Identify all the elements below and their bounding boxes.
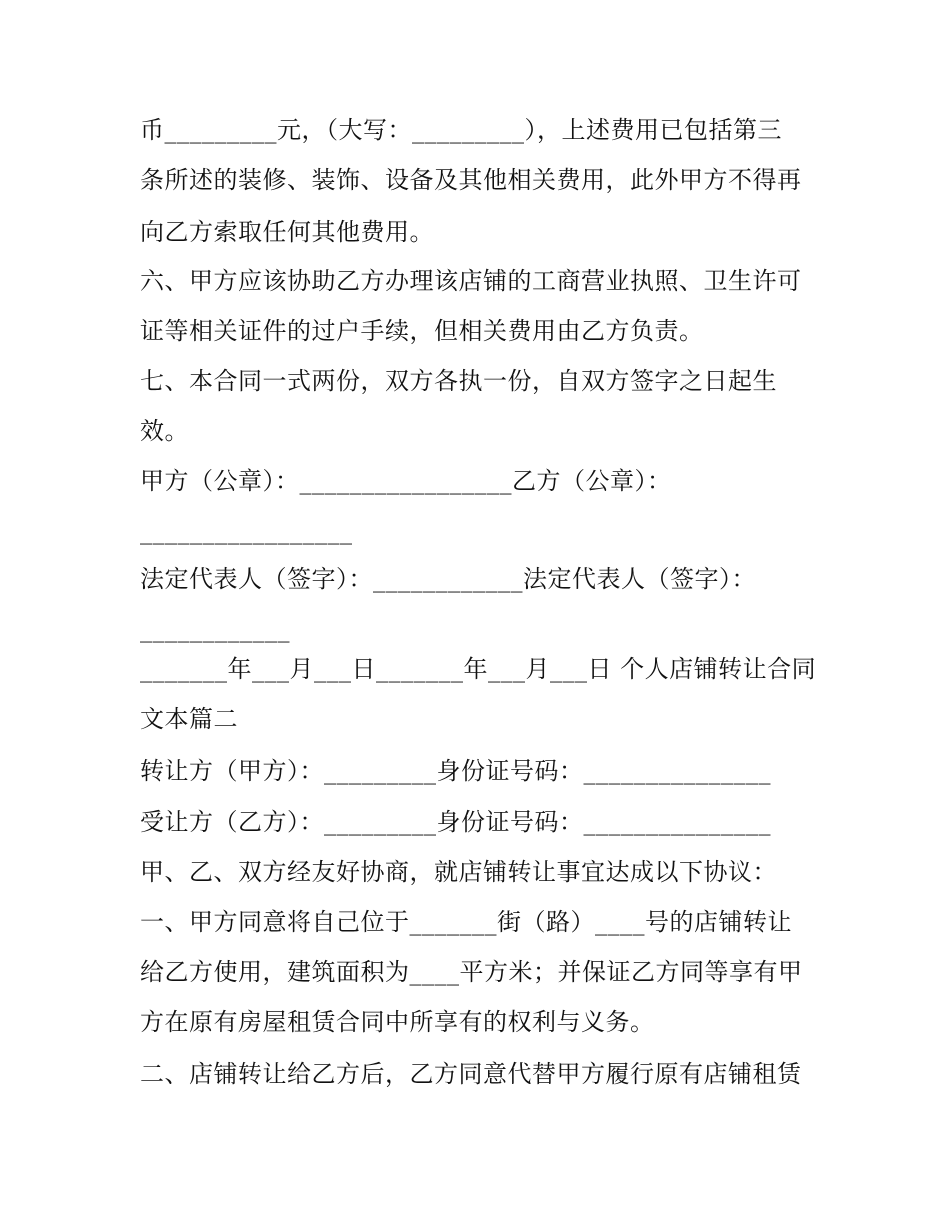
signature-blank: ____________ xyxy=(140,615,290,643)
date-line: _______年___月___日_______年___月___日 个人店铺转让合同 xyxy=(140,655,817,683)
text-line: 给乙方使用，建筑面积为____平方米；并保证乙方同等享有甲 xyxy=(140,958,803,986)
party-line: 转让方（甲方）：_________身份证号码：_______________ xyxy=(140,757,771,785)
text-line: 效。 xyxy=(140,417,189,445)
text-line: 条所述的装修、装饰、设备及其他相关费用，此外甲方不得再 xyxy=(140,166,802,194)
signature-blank: _________________ xyxy=(140,517,353,545)
text-line: 六、甲方应该协助乙方办理该店铺的工商营业执照、卫生许可 xyxy=(140,267,802,295)
signature-line: 甲方（公章）：_________________乙方（公章）： xyxy=(140,467,672,495)
signature-line: 法定代表人（签字）：____________法定代表人（签字）： xyxy=(140,565,756,593)
text-line: 币_________元，（大写：_________），上述费用已包括第三 xyxy=(140,116,782,144)
text-line: 二、店铺转让给乙方后，乙方同意代替甲方履行原有店铺租赁 xyxy=(140,1060,802,1088)
text-line: 证等相关证件的过户手续，但相关费用由乙方负责。 xyxy=(140,317,704,345)
section-title: 文本篇二 xyxy=(140,705,238,733)
text-line: 方在原有房屋租赁合同中所享有的权利与义务。 xyxy=(140,1008,655,1036)
text-line: 向乙方索取任何其他费用。 xyxy=(140,218,434,246)
text-line: 七、本合同一式两份，双方各执一份，自双方签字之日起生 xyxy=(140,367,777,395)
party-line: 受让方（乙方）：_________身份证号码：_______________ xyxy=(140,808,771,836)
text-line: 甲、乙、双方经友好协商，就店铺转让事宜达成以下协议： xyxy=(140,858,777,886)
text-line: 一、甲方同意将自己位于_______街（路）____号的店铺转让 xyxy=(140,908,792,936)
